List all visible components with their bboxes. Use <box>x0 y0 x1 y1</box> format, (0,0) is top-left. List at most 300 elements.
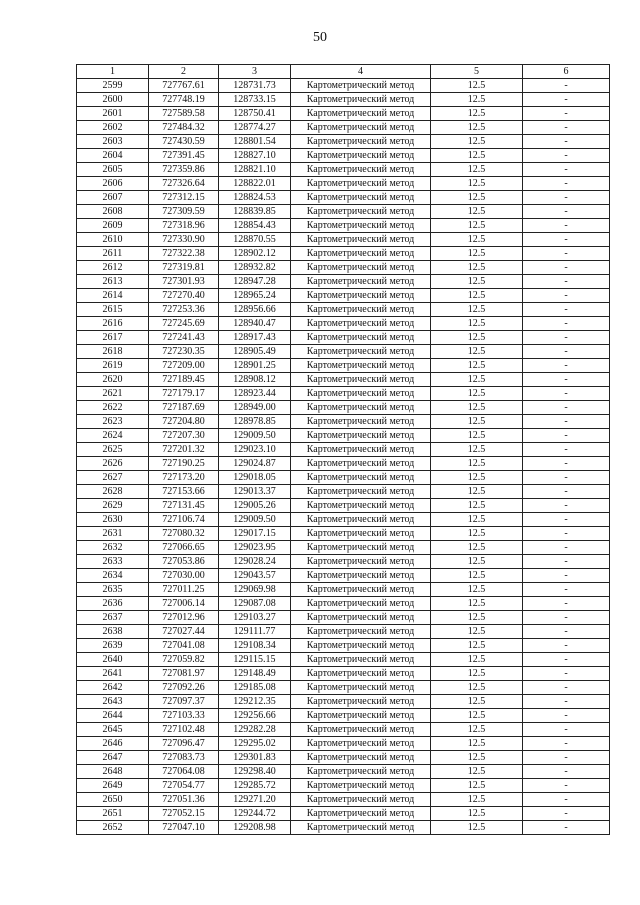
table-row <box>77 317 610 331</box>
note-cell: - <box>523 275 610 289</box>
y-coordinate-cell: 128949.00 <box>219 401 291 415</box>
accuracy-cell: 12.5 <box>431 93 523 107</box>
accuracy-cell: 12.5 <box>431 275 523 289</box>
point-number-cell: 2640 <box>77 653 149 667</box>
method-cell: Картометрический метод <box>291 681 431 695</box>
point-number-cell: 2648 <box>77 765 149 779</box>
column-header: 4 <box>291 65 431 79</box>
point-number-cell: 2617 <box>77 331 149 345</box>
accuracy-cell: 12.5 <box>431 695 523 709</box>
y-coordinate-cell: 129208.98 <box>219 821 291 835</box>
y-coordinate-cell: 129069.98 <box>219 583 291 597</box>
note-cell: - <box>523 107 610 121</box>
point-number-cell: 2643 <box>77 695 149 709</box>
x-coordinate-cell: 727011.25 <box>149 583 219 597</box>
x-coordinate-cell: 727059.82 <box>149 653 219 667</box>
x-coordinate-cell: 727391.45 <box>149 149 219 163</box>
table-row <box>77 653 610 667</box>
y-coordinate-cell: 129256.66 <box>219 709 291 723</box>
method-cell: Картометрический метод <box>291 765 431 779</box>
method-cell: Картометрический метод <box>291 639 431 653</box>
x-coordinate-cell: 727106.74 <box>149 513 219 527</box>
method-cell: Картометрический метод <box>291 247 431 261</box>
accuracy-cell: 12.5 <box>431 555 523 569</box>
table-row <box>77 177 610 191</box>
note-cell: - <box>523 569 610 583</box>
point-number-cell: 2621 <box>77 387 149 401</box>
y-coordinate-cell: 129295.02 <box>219 737 291 751</box>
table-row <box>77 457 610 471</box>
note-cell: - <box>523 625 610 639</box>
x-coordinate-cell: 727153.66 <box>149 485 219 499</box>
point-number-cell: 2641 <box>77 667 149 681</box>
accuracy-cell: 12.5 <box>431 597 523 611</box>
table-row <box>77 331 610 345</box>
table-row <box>77 807 610 821</box>
table-row <box>77 723 610 737</box>
point-number-cell: 2619 <box>77 359 149 373</box>
point-number-cell: 2652 <box>77 821 149 835</box>
accuracy-cell: 12.5 <box>431 541 523 555</box>
point-number-cell: 2613 <box>77 275 149 289</box>
table-row <box>77 163 610 177</box>
point-number-cell: 2616 <box>77 317 149 331</box>
point-number-cell: 2622 <box>77 401 149 415</box>
note-cell: - <box>523 303 610 317</box>
point-number-cell: 2629 <box>77 499 149 513</box>
note-cell: - <box>523 583 610 597</box>
accuracy-cell: 12.5 <box>431 611 523 625</box>
note-cell: - <box>523 751 610 765</box>
point-number-cell: 2603 <box>77 135 149 149</box>
table-row <box>77 135 610 149</box>
note-cell: - <box>523 499 610 513</box>
note-cell: - <box>523 611 610 625</box>
table-row <box>77 611 610 625</box>
x-coordinate-cell: 727097.37 <box>149 695 219 709</box>
column-header: 1 <box>77 65 149 79</box>
x-coordinate-cell: 727330.90 <box>149 233 219 247</box>
method-cell: Картометрический метод <box>291 163 431 177</box>
x-coordinate-cell: 727207.30 <box>149 429 219 443</box>
x-coordinate-cell: 727006.14 <box>149 597 219 611</box>
method-cell: Картометрический метод <box>291 821 431 835</box>
method-cell: Картометрический метод <box>291 317 431 331</box>
x-coordinate-cell: 727054.77 <box>149 779 219 793</box>
x-coordinate-cell: 727209.00 <box>149 359 219 373</box>
point-number-cell: 2633 <box>77 555 149 569</box>
accuracy-cell: 12.5 <box>431 373 523 387</box>
note-cell: - <box>523 135 610 149</box>
method-cell: Картометрический метод <box>291 541 431 555</box>
point-number-cell: 2635 <box>77 583 149 597</box>
x-coordinate-cell: 727027.44 <box>149 625 219 639</box>
y-coordinate-cell: 128932.82 <box>219 261 291 275</box>
y-coordinate-cell: 129009.50 <box>219 513 291 527</box>
table-row <box>77 387 610 401</box>
method-cell: Картометрический метод <box>291 233 431 247</box>
note-cell: - <box>523 205 610 219</box>
y-coordinate-cell: 129185.08 <box>219 681 291 695</box>
note-cell: - <box>523 429 610 443</box>
method-cell: Картометрический метод <box>291 597 431 611</box>
y-coordinate-cell: 129111.77 <box>219 625 291 639</box>
table-row <box>77 793 610 807</box>
method-cell: Картометрический метод <box>291 793 431 807</box>
point-number-cell: 2604 <box>77 149 149 163</box>
accuracy-cell: 12.5 <box>431 793 523 807</box>
x-coordinate-cell: 727012.96 <box>149 611 219 625</box>
accuracy-cell: 12.5 <box>431 317 523 331</box>
table-row <box>77 765 610 779</box>
column-header: 5 <box>431 65 523 79</box>
table-row <box>77 373 610 387</box>
x-coordinate-cell: 727051.36 <box>149 793 219 807</box>
note-cell: - <box>523 513 610 527</box>
method-cell: Картометрический метод <box>291 345 431 359</box>
note-cell: - <box>523 121 610 135</box>
point-number-cell: 2645 <box>77 723 149 737</box>
point-number-cell: 2624 <box>77 429 149 443</box>
point-number-cell: 2651 <box>77 807 149 821</box>
y-coordinate-cell: 129013.37 <box>219 485 291 499</box>
point-number-cell: 2647 <box>77 751 149 765</box>
x-coordinate-cell: 727047.10 <box>149 821 219 835</box>
note-cell: - <box>523 709 610 723</box>
table-row <box>77 303 610 317</box>
y-coordinate-cell: 128854.43 <box>219 219 291 233</box>
method-cell: Картометрический метод <box>291 219 431 233</box>
table-row <box>77 527 610 541</box>
point-number-cell: 2634 <box>77 569 149 583</box>
accuracy-cell: 12.5 <box>431 709 523 723</box>
point-number-cell: 2599 <box>77 79 149 93</box>
x-coordinate-cell: 727041.08 <box>149 639 219 653</box>
note-cell: - <box>523 387 610 401</box>
point-number-cell: 2608 <box>77 205 149 219</box>
x-coordinate-cell: 727430.59 <box>149 135 219 149</box>
method-cell: Картометрический метод <box>291 653 431 667</box>
point-number-cell: 2649 <box>77 779 149 793</box>
x-coordinate-cell: 727189.45 <box>149 373 219 387</box>
table-row <box>77 499 610 513</box>
method-cell: Картометрический метод <box>291 779 431 793</box>
accuracy-cell: 12.5 <box>431 527 523 541</box>
note-cell: - <box>523 737 610 751</box>
accuracy-cell: 12.5 <box>431 261 523 275</box>
x-coordinate-cell: 727131.45 <box>149 499 219 513</box>
point-number-cell: 2631 <box>77 527 149 541</box>
method-cell: Картометрический метод <box>291 387 431 401</box>
y-coordinate-cell: 128822.01 <box>219 177 291 191</box>
note-cell: - <box>523 807 610 821</box>
x-coordinate-cell: 727312.15 <box>149 191 219 205</box>
method-cell: Картометрический метод <box>291 373 431 387</box>
note-cell: - <box>523 723 610 737</box>
note-cell: - <box>523 443 610 457</box>
table-row <box>77 345 610 359</box>
coordinates-table <box>76 64 610 835</box>
table-row <box>77 485 610 499</box>
x-coordinate-cell: 727092.26 <box>149 681 219 695</box>
method-cell: Картометрический метод <box>291 625 431 639</box>
y-coordinate-cell: 129148.49 <box>219 667 291 681</box>
accuracy-cell: 12.5 <box>431 289 523 303</box>
y-coordinate-cell: 128839.85 <box>219 205 291 219</box>
accuracy-cell: 12.5 <box>431 205 523 219</box>
x-coordinate-cell: 727064.08 <box>149 765 219 779</box>
accuracy-cell: 12.5 <box>431 107 523 121</box>
table-row <box>77 513 610 527</box>
accuracy-cell: 12.5 <box>431 135 523 149</box>
note-cell: - <box>523 79 610 93</box>
accuracy-cell: 12.5 <box>431 807 523 821</box>
point-number-cell: 2627 <box>77 471 149 485</box>
method-cell: Картометрический метод <box>291 79 431 93</box>
accuracy-cell: 12.5 <box>431 191 523 205</box>
accuracy-cell: 12.5 <box>431 415 523 429</box>
accuracy-cell: 12.5 <box>431 177 523 191</box>
x-coordinate-cell: 727589.58 <box>149 107 219 121</box>
table-row <box>77 779 610 793</box>
method-cell: Картометрический метод <box>291 289 431 303</box>
x-coordinate-cell: 727484.32 <box>149 121 219 135</box>
x-coordinate-cell: 727173.20 <box>149 471 219 485</box>
note-cell: - <box>523 93 610 107</box>
y-coordinate-cell: 128956.66 <box>219 303 291 317</box>
x-coordinate-cell: 727318.96 <box>149 219 219 233</box>
table-row <box>77 79 610 93</box>
x-coordinate-cell: 727245.69 <box>149 317 219 331</box>
y-coordinate-cell: 128801.54 <box>219 135 291 149</box>
point-number-cell: 2607 <box>77 191 149 205</box>
y-coordinate-cell: 128905.49 <box>219 345 291 359</box>
point-number-cell: 2644 <box>77 709 149 723</box>
y-coordinate-cell: 128750.41 <box>219 107 291 121</box>
table-row <box>77 359 610 373</box>
accuracy-cell: 12.5 <box>431 401 523 415</box>
note-cell: - <box>523 779 610 793</box>
table-body <box>77 79 610 835</box>
y-coordinate-cell: 128827.10 <box>219 149 291 163</box>
y-coordinate-cell: 129103.27 <box>219 611 291 625</box>
point-number-cell: 2605 <box>77 163 149 177</box>
y-coordinate-cell: 128731.73 <box>219 79 291 93</box>
method-cell: Картометрический метод <box>291 457 431 471</box>
y-coordinate-cell: 128774.27 <box>219 121 291 135</box>
accuracy-cell: 12.5 <box>431 247 523 261</box>
table-row <box>77 737 610 751</box>
table-row <box>77 429 610 443</box>
table-row <box>77 541 610 555</box>
table-row <box>77 149 610 163</box>
y-coordinate-cell: 129108.34 <box>219 639 291 653</box>
method-cell: Картометрический метод <box>291 667 431 681</box>
point-number-cell: 2600 <box>77 93 149 107</box>
accuracy-cell: 12.5 <box>431 471 523 485</box>
method-cell: Картометрический метод <box>291 695 431 709</box>
accuracy-cell: 12.5 <box>431 667 523 681</box>
y-coordinate-cell: 129285.72 <box>219 779 291 793</box>
method-cell: Картометрический метод <box>291 261 431 275</box>
x-coordinate-cell: 727270.40 <box>149 289 219 303</box>
point-number-cell: 2612 <box>77 261 149 275</box>
y-coordinate-cell: 129244.72 <box>219 807 291 821</box>
accuracy-cell: 12.5 <box>431 443 523 457</box>
accuracy-cell: 12.5 <box>431 681 523 695</box>
table-row <box>77 275 610 289</box>
table-row <box>77 821 610 835</box>
note-cell: - <box>523 597 610 611</box>
y-coordinate-cell: 128902.12 <box>219 247 291 261</box>
accuracy-cell: 12.5 <box>431 303 523 317</box>
point-number-cell: 2632 <box>77 541 149 555</box>
accuracy-cell: 12.5 <box>431 751 523 765</box>
note-cell: - <box>523 471 610 485</box>
note-cell: - <box>523 359 610 373</box>
table-row <box>77 583 610 597</box>
x-coordinate-cell: 727102.48 <box>149 723 219 737</box>
x-coordinate-cell: 727241.43 <box>149 331 219 345</box>
note-cell: - <box>523 457 610 471</box>
column-header: 2 <box>149 65 219 79</box>
method-cell: Картометрический метод <box>291 709 431 723</box>
method-cell: Картометрический метод <box>291 807 431 821</box>
x-coordinate-cell: 727103.33 <box>149 709 219 723</box>
method-cell: Картометрический метод <box>291 513 431 527</box>
point-number-cell: 2602 <box>77 121 149 135</box>
method-cell: Картометрический метод <box>291 93 431 107</box>
accuracy-cell: 12.5 <box>431 485 523 499</box>
y-coordinate-cell: 128917.43 <box>219 331 291 345</box>
point-number-cell: 2618 <box>77 345 149 359</box>
x-coordinate-cell: 727201.32 <box>149 443 219 457</box>
point-number-cell: 2642 <box>77 681 149 695</box>
y-coordinate-cell: 128947.28 <box>219 275 291 289</box>
x-coordinate-cell: 727052.15 <box>149 807 219 821</box>
y-coordinate-cell: 128824.53 <box>219 191 291 205</box>
y-coordinate-cell: 129018.05 <box>219 471 291 485</box>
accuracy-cell: 12.5 <box>431 387 523 401</box>
note-cell: - <box>523 261 610 275</box>
accuracy-cell: 12.5 <box>431 513 523 527</box>
method-cell: Картометрический метод <box>291 177 431 191</box>
x-coordinate-cell: 727190.25 <box>149 457 219 471</box>
y-coordinate-cell: 128908.12 <box>219 373 291 387</box>
note-cell: - <box>523 527 610 541</box>
accuracy-cell: 12.5 <box>431 233 523 247</box>
note-cell: - <box>523 485 610 499</box>
method-cell: Картометрический метод <box>291 121 431 135</box>
x-coordinate-cell: 727187.69 <box>149 401 219 415</box>
point-number-cell: 2623 <box>77 415 149 429</box>
table-row <box>77 695 610 709</box>
note-cell: - <box>523 317 610 331</box>
table-row <box>77 751 610 765</box>
accuracy-cell: 12.5 <box>431 163 523 177</box>
method-cell: Картометрический метод <box>291 751 431 765</box>
point-number-cell: 2610 <box>77 233 149 247</box>
y-coordinate-cell: 128965.24 <box>219 289 291 303</box>
table-row <box>77 569 610 583</box>
note-cell: - <box>523 233 610 247</box>
x-coordinate-cell: 727096.47 <box>149 737 219 751</box>
accuracy-cell: 12.5 <box>431 457 523 471</box>
y-coordinate-cell: 128940.47 <box>219 317 291 331</box>
y-coordinate-cell: 129024.87 <box>219 457 291 471</box>
y-coordinate-cell: 129301.83 <box>219 751 291 765</box>
table-row <box>77 247 610 261</box>
column-header: 6 <box>523 65 610 79</box>
table-row <box>77 681 610 695</box>
method-cell: Картометрический метод <box>291 527 431 541</box>
accuracy-cell: 12.5 <box>431 149 523 163</box>
method-cell: Картометрический метод <box>291 737 431 751</box>
method-cell: Картометрический метод <box>291 359 431 373</box>
y-coordinate-cell: 128978.85 <box>219 415 291 429</box>
table-row <box>77 121 610 135</box>
note-cell: - <box>523 191 610 205</box>
x-coordinate-cell: 727301.93 <box>149 275 219 289</box>
note-cell: - <box>523 219 610 233</box>
x-coordinate-cell: 727319.81 <box>149 261 219 275</box>
method-cell: Картометрический метод <box>291 443 431 457</box>
x-coordinate-cell: 727309.59 <box>149 205 219 219</box>
accuracy-cell: 12.5 <box>431 821 523 835</box>
note-cell: - <box>523 667 610 681</box>
note-cell: - <box>523 765 610 779</box>
table-row <box>77 443 610 457</box>
table-row <box>77 233 610 247</box>
table-row <box>77 639 610 653</box>
accuracy-cell: 12.5 <box>431 345 523 359</box>
table-header-row <box>77 65 610 79</box>
accuracy-cell: 12.5 <box>431 121 523 135</box>
point-number-cell: 2637 <box>77 611 149 625</box>
accuracy-cell: 12.5 <box>431 779 523 793</box>
note-cell: - <box>523 373 610 387</box>
accuracy-cell: 12.5 <box>431 359 523 373</box>
x-coordinate-cell: 727359.86 <box>149 163 219 177</box>
note-cell: - <box>523 555 610 569</box>
point-number-cell: 2614 <box>77 289 149 303</box>
y-coordinate-cell: 129271.20 <box>219 793 291 807</box>
method-cell: Картометрический метод <box>291 331 431 345</box>
point-number-cell: 2609 <box>77 219 149 233</box>
y-coordinate-cell: 129298.40 <box>219 765 291 779</box>
x-coordinate-cell: 727030.00 <box>149 569 219 583</box>
point-number-cell: 2611 <box>77 247 149 261</box>
x-coordinate-cell: 727204.80 <box>149 415 219 429</box>
table-row <box>77 401 610 415</box>
table-row <box>77 625 610 639</box>
x-coordinate-cell: 727083.73 <box>149 751 219 765</box>
accuracy-cell: 12.5 <box>431 625 523 639</box>
method-cell: Картометрический метод <box>291 415 431 429</box>
point-number-cell: 2601 <box>77 107 149 121</box>
y-coordinate-cell: 129009.50 <box>219 429 291 443</box>
note-cell: - <box>523 639 610 653</box>
y-coordinate-cell: 129043.57 <box>219 569 291 583</box>
accuracy-cell: 12.5 <box>431 737 523 751</box>
point-number-cell: 2636 <box>77 597 149 611</box>
note-cell: - <box>523 695 610 709</box>
y-coordinate-cell: 128870.55 <box>219 233 291 247</box>
point-number-cell: 2639 <box>77 639 149 653</box>
note-cell: - <box>523 541 610 555</box>
table-row <box>77 93 610 107</box>
accuracy-cell: 12.5 <box>431 569 523 583</box>
